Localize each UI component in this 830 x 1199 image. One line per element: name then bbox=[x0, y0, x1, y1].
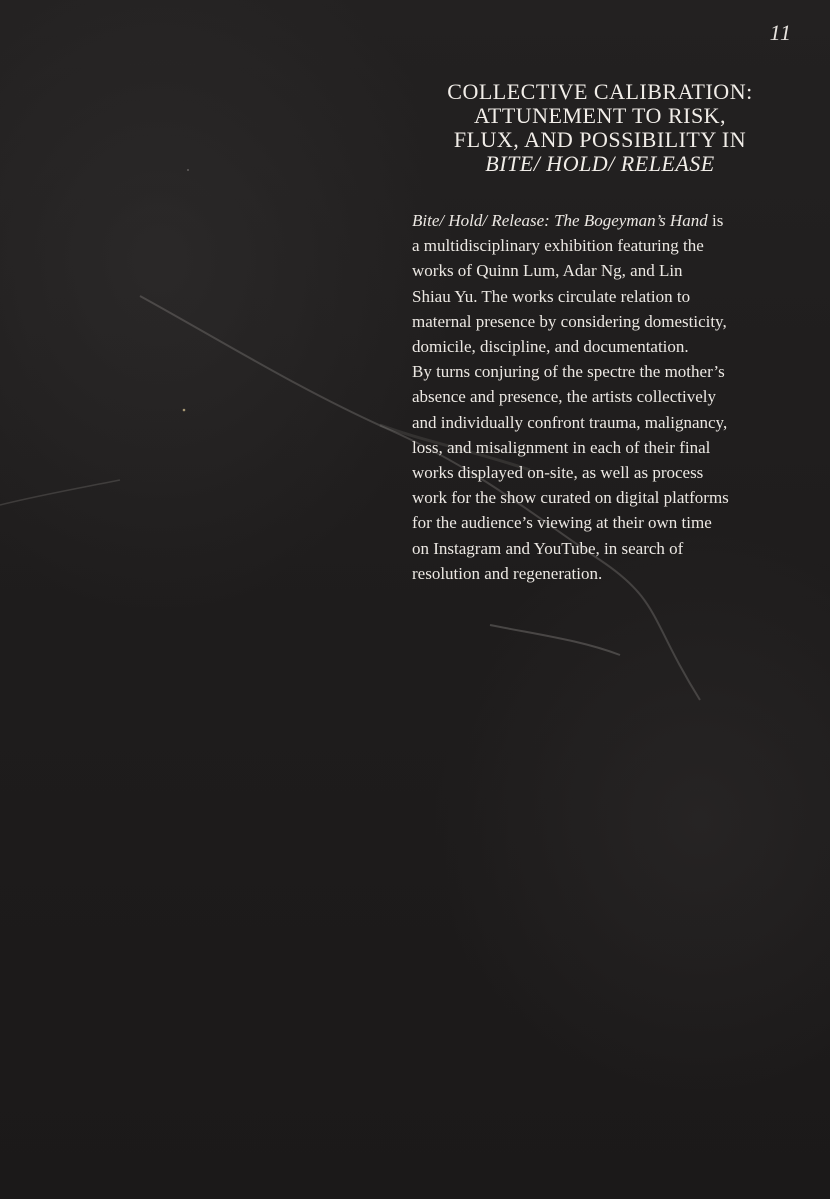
title-line-1: COLLECTIVE CALIBRATION: bbox=[447, 79, 753, 104]
article-title bbox=[405, 80, 795, 176]
body-line-9: and individually confront trauma, malignancy, bbox=[412, 412, 728, 432]
body-line-6: domicile, discipline, and documentation. bbox=[412, 337, 689, 357]
body-line-13: for the audience’s viewing at their own time bbox=[412, 513, 712, 533]
body-line-10: loss, and misalignment in each of their final bbox=[412, 437, 711, 457]
exhibition-title: Bite/ Hold/ Release: The Bogeyman’s Hand bbox=[412, 211, 708, 230]
body-line-1-rest: is bbox=[707, 211, 724, 230]
body-line-14: on Instagram and YouTube, in search of bbox=[412, 538, 684, 558]
body-line-15: resolution and regeneration. bbox=[412, 563, 603, 583]
body-line-11: works displayed on-site, as well as process bbox=[412, 463, 704, 483]
body-line-8: absence and presence, the artists collectively bbox=[412, 387, 716, 407]
body-line-4: Shiau Yu. The works circulate relation to bbox=[412, 286, 691, 306]
body-line-3: works of Quinn Lum, Adar Ng, and Lin bbox=[412, 261, 683, 281]
title-line-4: BITE/ HOLD/ RELEASE bbox=[485, 151, 715, 176]
body-line-1 bbox=[412, 208, 804, 233]
title-line-2: ATTUNEMENT TO RISK, bbox=[473, 103, 727, 128]
body-line-7: By turns conjuring of the spectre the mother’s bbox=[412, 362, 725, 382]
body-line-2: a multidisciplinary exhibition featuring the bbox=[412, 236, 704, 256]
title-line-3: FLUX, AND POSSIBILITY IN bbox=[453, 127, 747, 152]
body-line-12: work for the show curated on digital platforms bbox=[412, 488, 729, 508]
page-number: 11 bbox=[769, 20, 792, 45]
article-body bbox=[412, 208, 804, 586]
body-line-5: maternal presence by considering domesticity, bbox=[412, 311, 727, 331]
